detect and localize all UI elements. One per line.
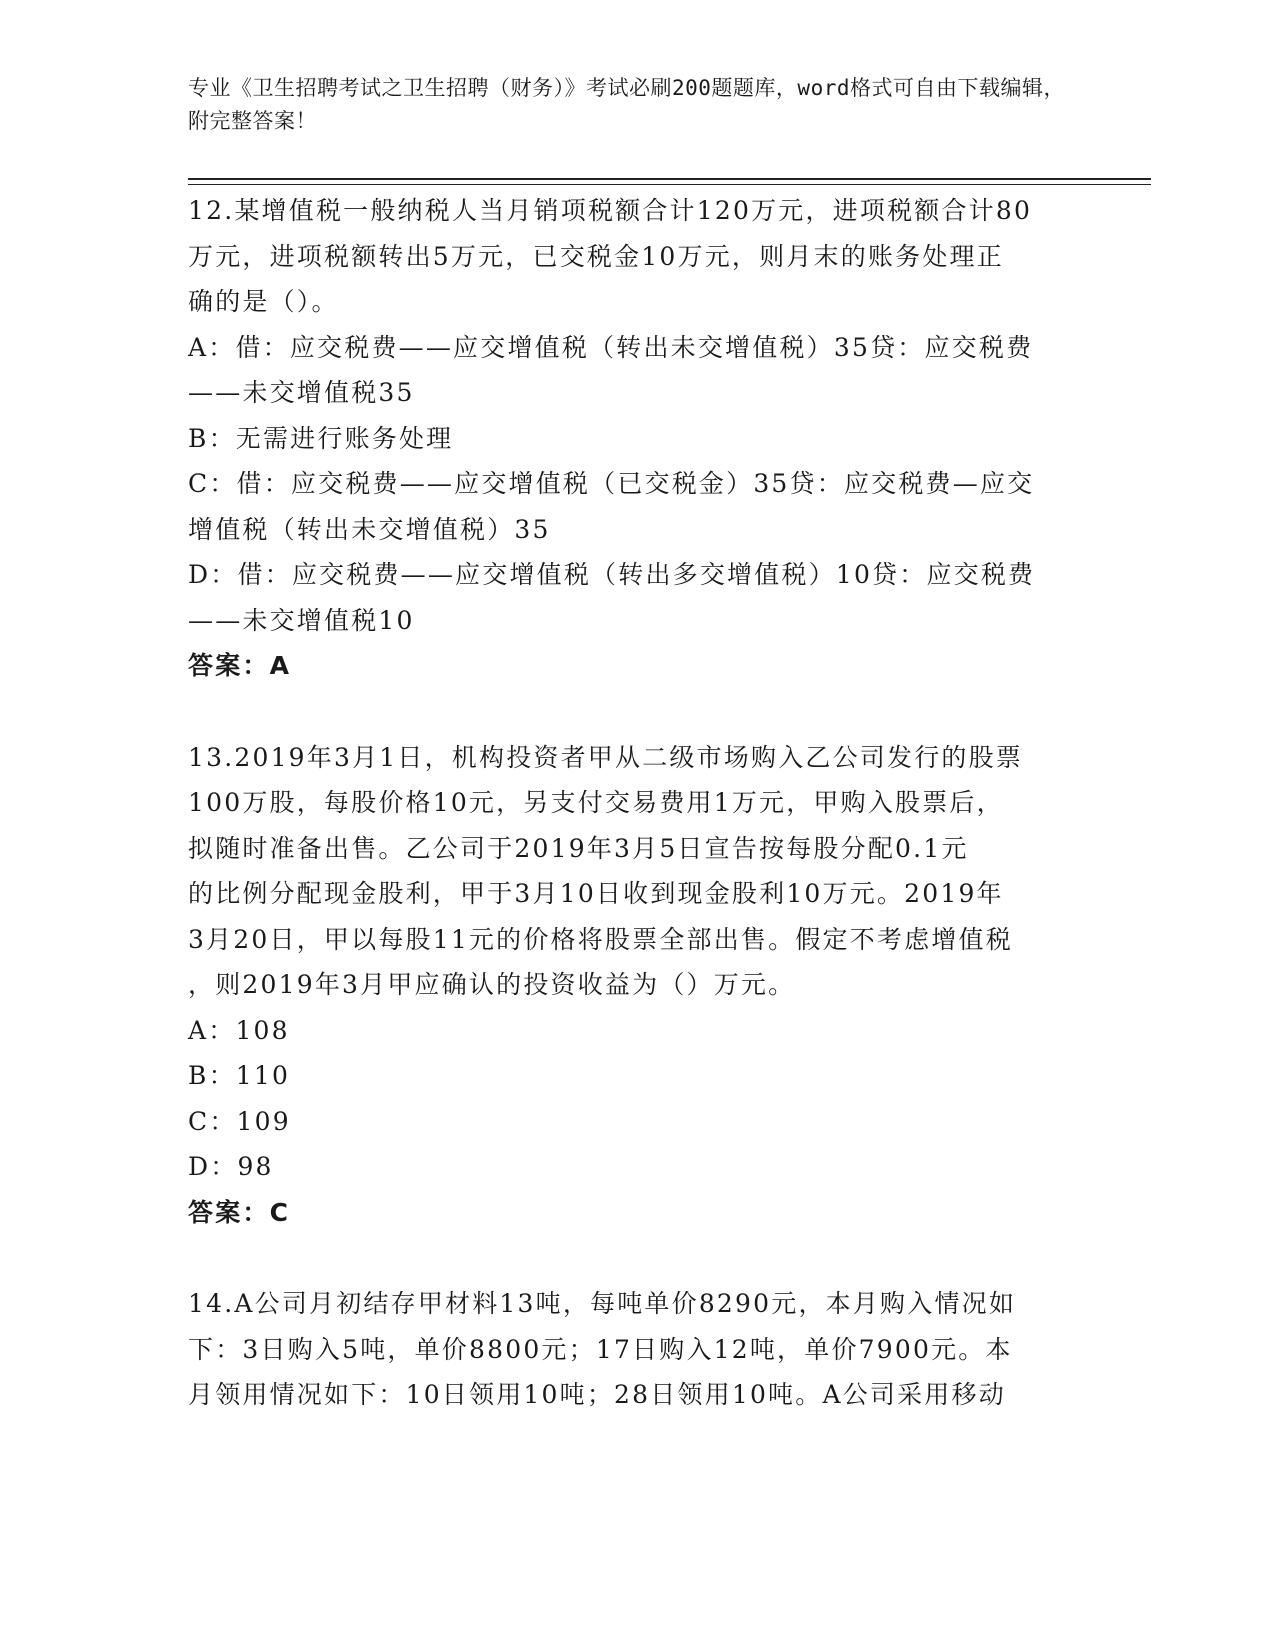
option-line: B：无需进行账务处理	[188, 423, 454, 453]
question-text-line: 月领用情况如下：10日领用10吨；28日领用10吨。A公司采用移动	[188, 1380, 1006, 1409]
option-line: D：借：应交税费——应交增值税（转出多交增值税）10贷：应交税费	[188, 560, 1036, 589]
question-spacer	[188, 689, 1088, 735]
question-list	[188, 188, 1088, 1418]
question-text-line: 万元，进项税额转出5万元，已交税金10万元，则月末的账务处理正	[188, 241, 1004, 271]
answer-line: 答案：A	[188, 651, 292, 680]
option-line: B：110	[188, 1061, 291, 1090]
question-text-line: ，则2019年3月甲应确认的投资收益为（）万元。	[188, 970, 796, 999]
option-line: ——未交增值税35	[188, 378, 415, 407]
question-text-line: 下：3日购入5吨，单价8800元；17日购入12吨，单价7900元。本	[188, 1334, 1013, 1364]
question-12	[188, 188, 1088, 689]
option-line: 增值税（转出未交增值税）35	[188, 514, 551, 544]
question-text-line: 3月20日，甲以每股11元的价格将股票全部出售。假定不考虑增值税	[188, 924, 1013, 954]
question-text-line: 14.A公司月初结存甲材料13吨，每吨单价8290元，本月购入情况如	[188, 1289, 1017, 1318]
question-text-line: 拟随时准备出售。乙公司于2019年3月5日宣告按每股分配0.1元	[188, 833, 969, 863]
header-divider-thick	[188, 178, 1151, 180]
answer-line: 答案：C	[188, 1197, 291, 1227]
option-line: C：借：应交税费——应交增值税（已交税金）35贷：应交税费—应交	[188, 469, 1035, 498]
document-header: 专业《卫生招聘考试之卫生招聘（财务）》考试必刷200题题库，word格式可自由下载编辑，附完整答案！	[188, 76, 1065, 133]
question-text-line: 的比例分配现金股利，甲于3月10日收到现金股利10万元。2019年	[188, 879, 1004, 908]
question-13	[188, 735, 1088, 1236]
question-spacer	[188, 1235, 1088, 1281]
option-line: A：借：应交税费——应交增值税（转出未交增值税）35贷：应交税费	[188, 332, 1034, 362]
question-text-line: 13.2019年3月1日，机构投资者甲从二级市场购入乙公司发行的股票	[188, 742, 1023, 772]
option-line: A：108	[188, 1015, 290, 1045]
option-line: D：98	[188, 1152, 274, 1181]
question-text-line: 100万股，每股价格10元，另支付交易费用1万元，甲购入股票后，	[188, 788, 1004, 817]
option-line: ——未交增值税10	[188, 605, 415, 635]
option-line: C：109	[188, 1106, 291, 1136]
question-text-line: 确的是（）。	[188, 287, 339, 316]
question-14	[188, 1281, 1088, 1418]
question-text-line: 12.某增值税一般纳税人当月销项税额合计120万元，进项税额合计80	[188, 196, 1033, 225]
header-divider-thin	[188, 184, 1151, 185]
